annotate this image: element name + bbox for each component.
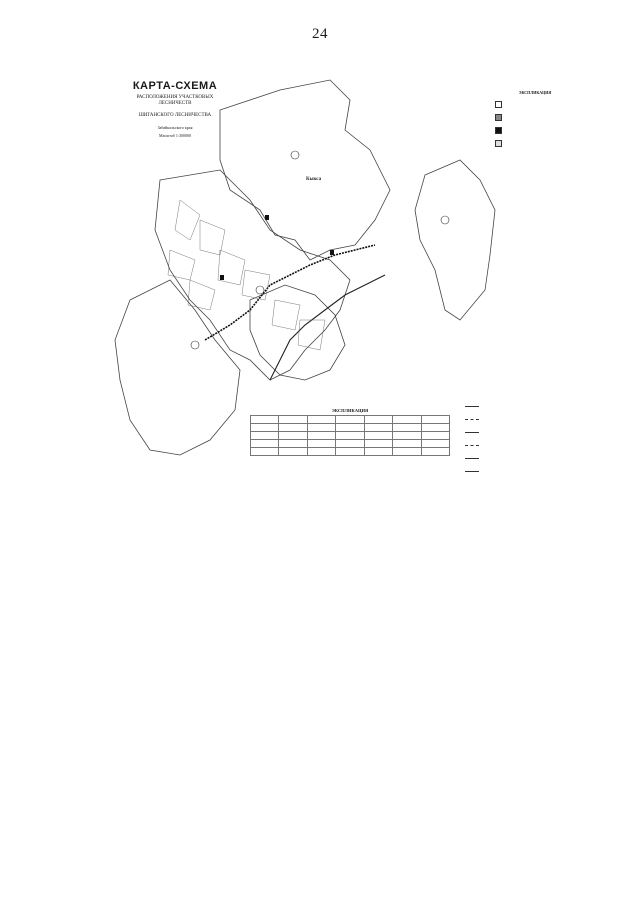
legend-swatch bbox=[495, 127, 502, 134]
explication-table bbox=[250, 415, 450, 456]
line-legend-item bbox=[465, 465, 575, 478]
map-title-block bbox=[120, 80, 230, 138]
river-line bbox=[270, 275, 385, 380]
line-legend-item bbox=[465, 439, 575, 452]
region-name: Забайкальского края bbox=[157, 125, 193, 130]
city-label: Кыкса bbox=[306, 177, 322, 182]
line-legend-item bbox=[465, 452, 575, 465]
table-row bbox=[251, 432, 450, 440]
map-subtitle: РАСПОЛОЖЕНИЯ УЧАСТКОВЫХ ЛЕСНИЧЕСТВ bbox=[136, 95, 214, 106]
forestry-name: ШИГАНСКОГО ЛЕСНИЧЕСТВА bbox=[138, 113, 212, 118]
map-scale: Масштаб 1:300000 bbox=[159, 133, 191, 138]
region-marker-1 bbox=[291, 151, 299, 159]
table-row bbox=[251, 416, 450, 424]
forestry-map bbox=[100, 70, 580, 480]
region-marker-3 bbox=[191, 341, 199, 349]
table-row bbox=[251, 424, 450, 432]
territory-central bbox=[155, 170, 350, 380]
legend-swatch bbox=[495, 114, 502, 121]
line-legend-item bbox=[465, 426, 575, 439]
legend-heading: ЭКСПЛИКАЦИЯ bbox=[518, 90, 552, 95]
explication-heading: ЭКСПЛИКАЦИЯ bbox=[331, 408, 369, 413]
line-legend-item bbox=[465, 400, 575, 413]
region-marker-2 bbox=[441, 216, 449, 224]
legend-swatch bbox=[495, 101, 502, 108]
territory-southwest bbox=[115, 280, 240, 455]
page-number: 24 bbox=[312, 26, 328, 42]
legend-panel bbox=[495, 90, 575, 180]
territory-east bbox=[415, 160, 495, 320]
line-legend bbox=[465, 400, 575, 478]
map-title: КАРТА-СХЕМА bbox=[132, 80, 218, 92]
line-legend-item bbox=[465, 413, 575, 426]
legend-swatch bbox=[495, 140, 502, 147]
explication-table-block bbox=[250, 408, 450, 456]
region-marker-4 bbox=[256, 286, 264, 294]
territory-north bbox=[220, 80, 390, 260]
table-row bbox=[251, 448, 450, 456]
table-row bbox=[251, 440, 450, 448]
